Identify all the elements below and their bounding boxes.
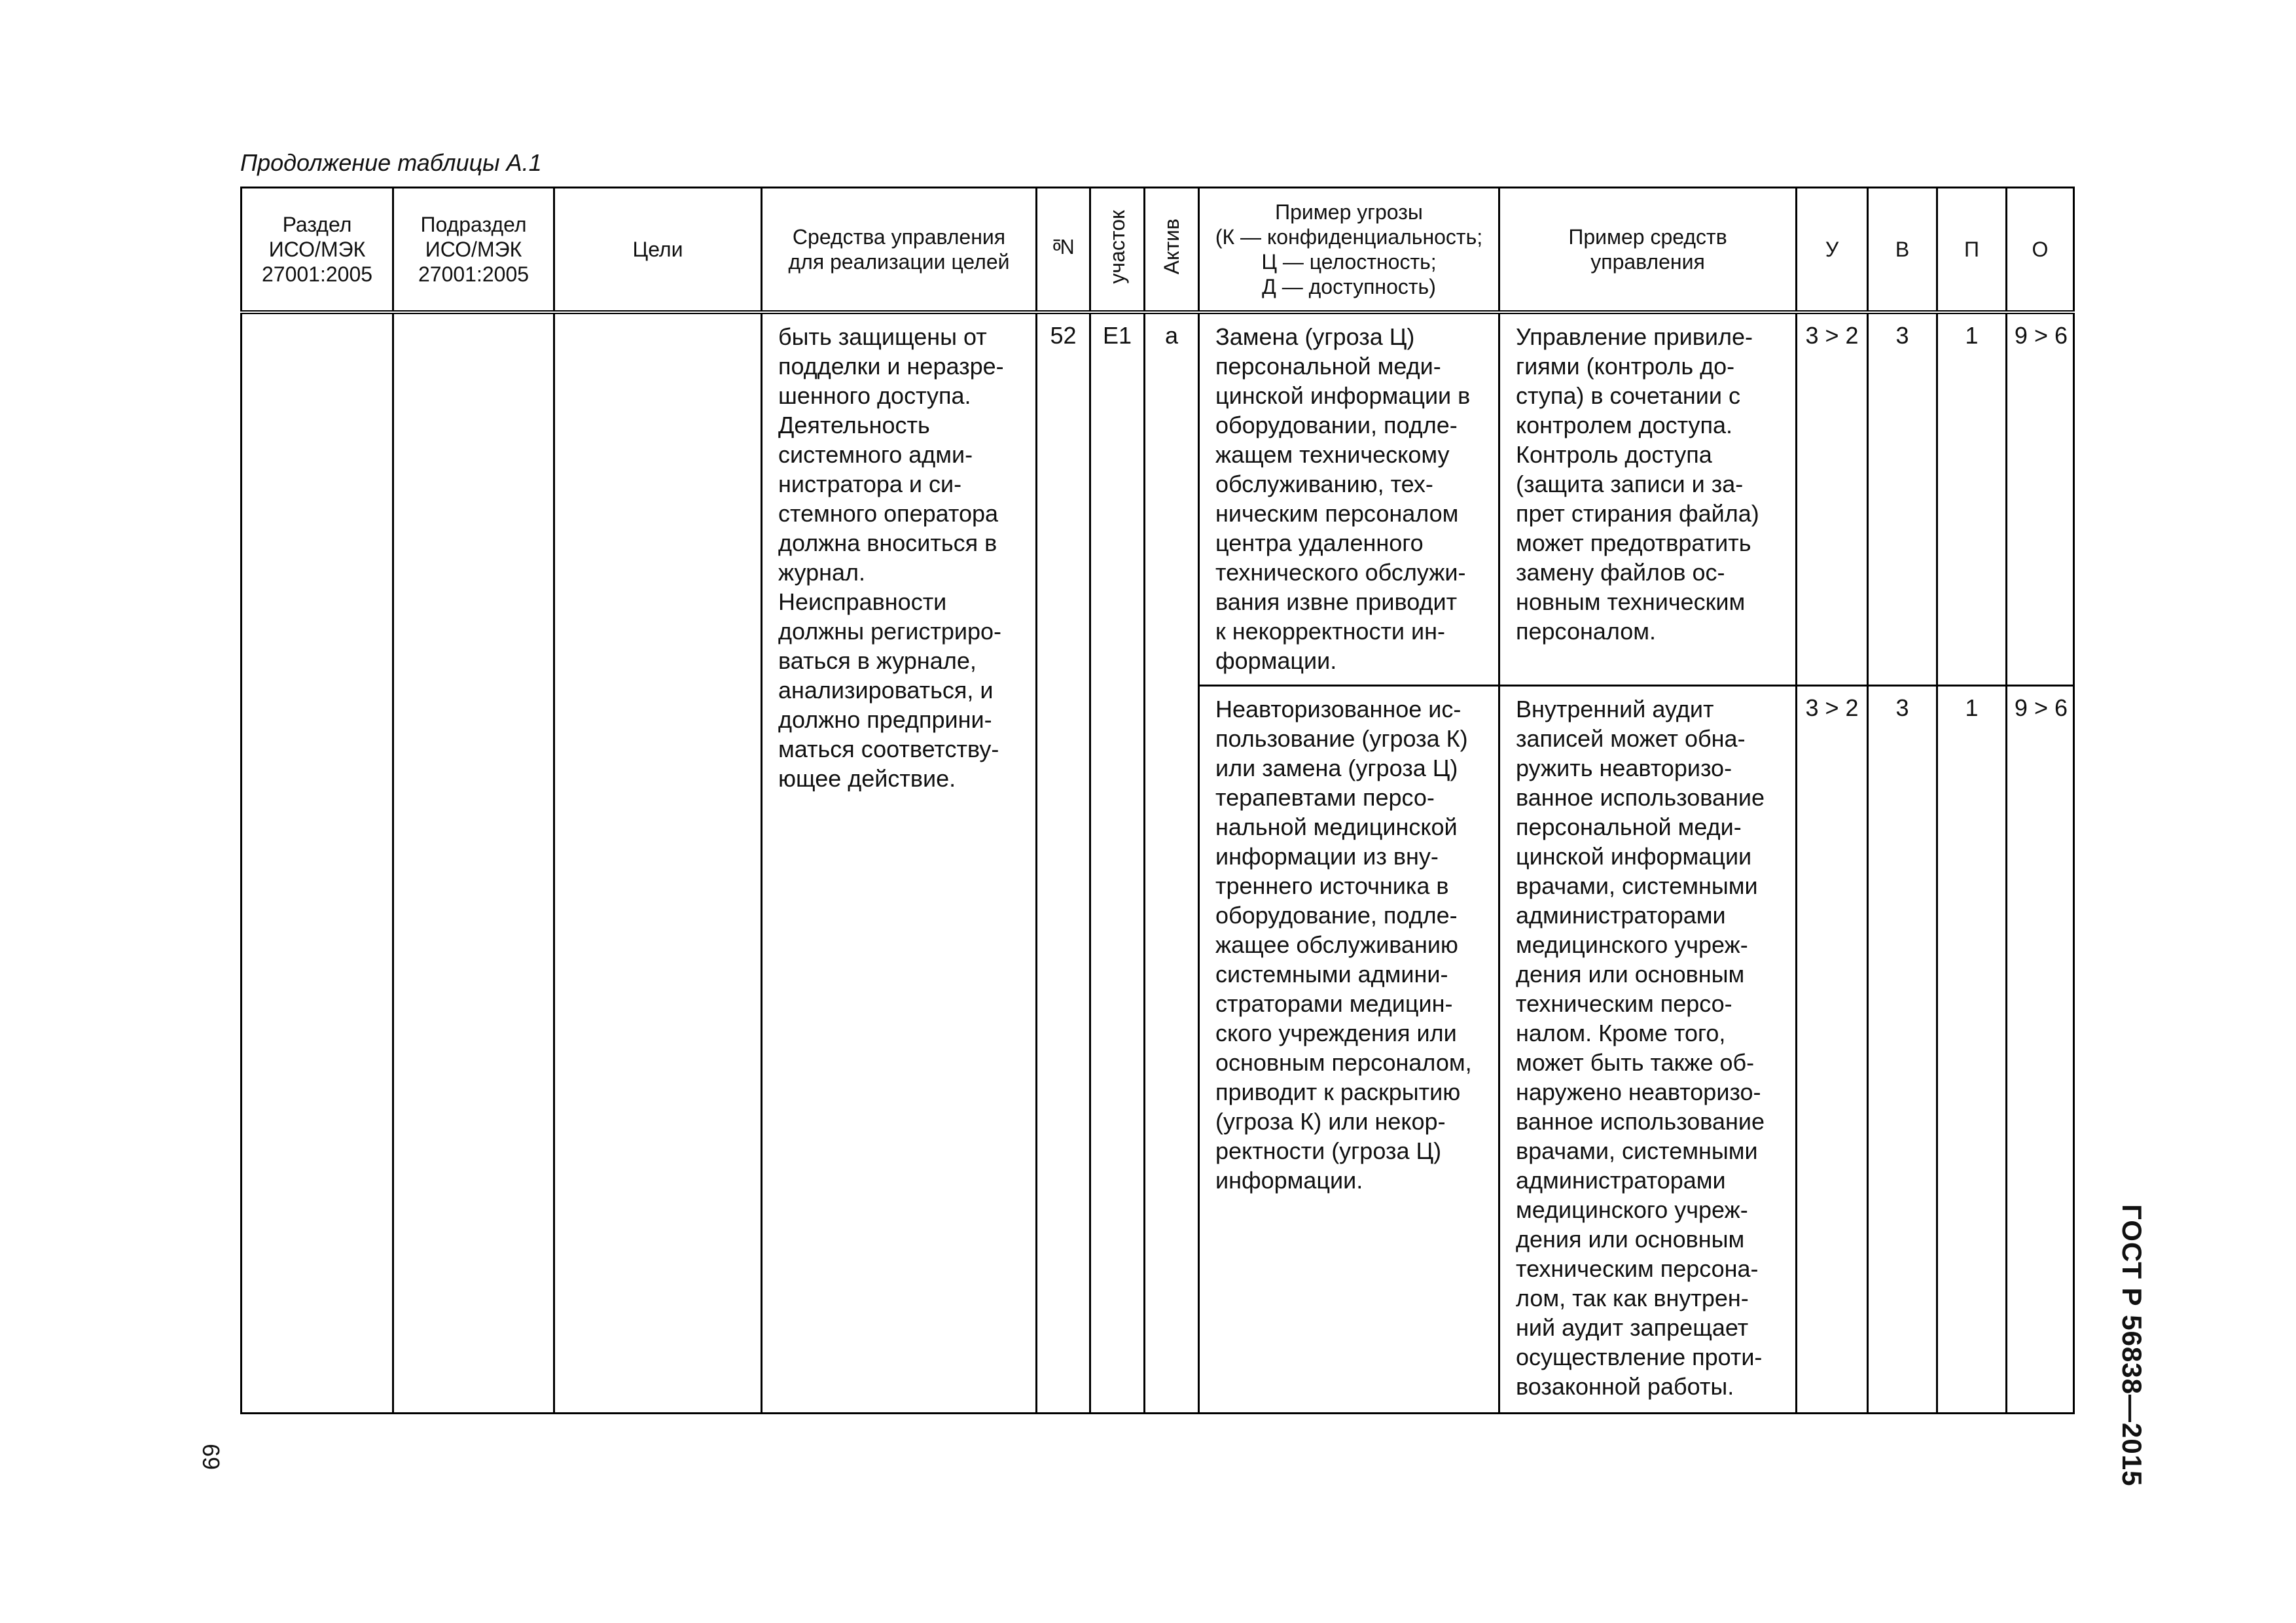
header-subsection: Подраздел ИСО/МЭК 27001:2005 xyxy=(393,188,554,313)
cell-area: E1 xyxy=(1090,312,1145,1413)
page-number: 69 xyxy=(198,1443,225,1471)
header-goals: Цели xyxy=(554,188,762,313)
header-controls: Средства управления для реализации целей xyxy=(762,188,1037,313)
cell-v: 3 xyxy=(1868,685,1937,1413)
header-area: участок xyxy=(1090,188,1145,313)
header-v: В xyxy=(1868,188,1937,313)
cell-example-controls: Внутренний аудит записей может обна- ружить неавторизо- ванное использование персональной меди- цинской информации врачами, системными администраторами медицинского учреж- дения или основным техническим персо- налом. Кроме того, может быть также об- наружено неавторизо- ванное использование врачами, системными администраторами медицинского учреж- дения или основным техническим персона- лом, так как внутрен- ний аудит запрещает осуществление проти- возаконной работы. xyxy=(1499,685,1797,1413)
header-asset: Актив xyxy=(1145,188,1199,313)
data-table xyxy=(240,187,2075,1414)
cell-goals xyxy=(554,312,762,1413)
header-threat: Пример угрозы (К — конфиденциальность; Ц — целостность; Д — доступность) xyxy=(1199,188,1499,313)
cell-o: 9 > 6 xyxy=(2007,312,2074,685)
cell-number: 52 xyxy=(1037,312,1090,1413)
cell-v: 3 xyxy=(1868,312,1937,685)
cell-example-controls: Управление привиле- гиями (контроль до- ступа) в сочетании с контролем доступа. Контроль доступа (защита записи и за- прет стирания файла) может предотвратить замену файлов ос- новным техническим персоналом. xyxy=(1499,312,1797,685)
cell-subsection xyxy=(393,312,554,1413)
header-example-controls: Пример средств управления xyxy=(1499,188,1797,313)
cell-controls: быть защищены от подделки и неразре- шенного доступа. Деятельность системного адми- нистратора и си- стемного оператора должна вноситься в журнал. Неисправности должны регистриро- ваться в журнале, анализироваться, и должно предприни- маться соответству- ющее действие. xyxy=(762,312,1037,1413)
cell-p: 1 xyxy=(1937,685,2007,1413)
cell-threat: Замена (угроза Ц) персональной меди- цинской информации в оборудовании, подле- жащем техническому обслуживанию, тех- ническим персоналом центра удаленного технического обслужи- вания извне приводит к некорректности ин- формации. xyxy=(1199,312,1499,685)
table-row xyxy=(242,312,2074,685)
header-section: Раздел ИСО/МЭК 27001:2005 xyxy=(242,188,393,313)
cell-u: 3 > 2 xyxy=(1797,312,1868,685)
cell-o: 9 > 6 xyxy=(2007,685,2074,1413)
header-row xyxy=(242,188,2074,313)
standard-designation: ГОСТ Р 56838—2015 xyxy=(2117,1204,2147,1487)
header-number: № xyxy=(1037,188,1090,313)
cell-threat: Неавторизованное ис- пользование (угроза К) или замена (угроза Ц) терапевтами персо- нальной медицинской информации из вну- треннего источника в оборудование, подле- жащее обслуживанию системными админи- страторами медицин- ского учреждения или основным персоналом, приводит к раскрытию (угроза К) или некор- ректности (угроза Ц) информации. xyxy=(1199,685,1499,1413)
cell-u: 3 > 2 xyxy=(1797,685,1868,1413)
header-u: У xyxy=(1797,188,1868,313)
cell-section xyxy=(242,312,393,1413)
table-caption: Продолжение таблицы А.1 xyxy=(240,149,542,176)
cell-p: 1 xyxy=(1937,312,2007,685)
header-o: О xyxy=(2007,188,2074,313)
cell-asset: a xyxy=(1145,312,1199,1413)
header-p: П xyxy=(1937,188,2007,313)
